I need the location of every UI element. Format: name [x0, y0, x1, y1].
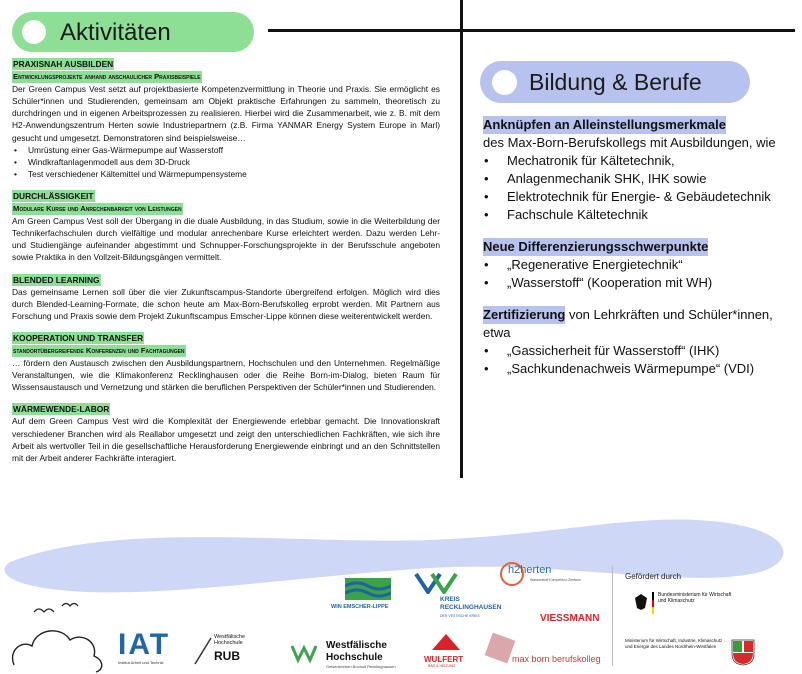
h2herten-logo-text: h2herten — [508, 564, 552, 576]
list-item: • Mechatronik für Kältetechnik, — [483, 152, 783, 170]
block-intro: des Max-Born-Berufskollegs mit Ausbildungen, wie — [483, 135, 776, 150]
section-kooperation — [12, 332, 440, 393]
rub-logo-text: RUB — [214, 649, 240, 663]
eagle-icon — [632, 592, 650, 612]
education-column — [483, 116, 783, 378]
rub-logo — [214, 634, 254, 663]
vertical-divider — [460, 0, 463, 478]
whs-logo-icon — [290, 642, 320, 664]
list-item: • Elektrotechnik für Energie- & Gebäudetechnik — [483, 188, 783, 206]
block-zertifizierung — [483, 306, 783, 378]
iat-logo — [118, 630, 170, 665]
whs-logo-text: Westfälische Hochschule — [326, 640, 387, 663]
section-text: Auf dem Green Campus Vest wird die Komplexität der Energiewende erlebbar gemacht. Die Innovationskraft verschiedener Branchen wird als Reallabor umgesetzt und zeigt den unterschiedlichen Fachkräften, wie sich ihre Arbeit als wertvoller Teil in die gesellschaftliche Herausforderung Energiewende einbringt und an den Schnittstellen mit der Arbeit anderer Fachkräfte interagiert. — [12, 416, 440, 463]
flag-red — [652, 600, 654, 607]
block-title: Neue Differenzierungsschwerpunkte — [483, 239, 709, 254]
activities-title: Aktivitäten — [60, 19, 171, 46]
section-subtitle: Modulare Kurse und Anrechenbarkeit von Leistungen — [12, 203, 183, 215]
list-item: • Umrüstung einer Gas-Wärmepumpe auf Wasserstoff — [12, 144, 440, 156]
header-dot-icon — [22, 20, 46, 44]
iat-logo-subtitle: Institut Arbeit und Technik — [118, 660, 164, 665]
kreis-logo-icon — [414, 572, 460, 594]
section-title: PRAXISNAH AUSBILDEN — [13, 59, 114, 69]
section-title: BLENDED LEARNING — [13, 274, 100, 285]
win-waves-icon — [345, 578, 391, 600]
list-item: • „Wasserstoff“ (Kooperation mit WH) — [483, 274, 783, 292]
rub-logo-top: Westfälische Hochschule — [214, 634, 246, 646]
list-item: • Test verschiedener Kältemittel und Wärmepumpensysteme — [12, 168, 440, 180]
block-title: Zertifizierung — [483, 307, 566, 322]
bundesadler-icon — [632, 592, 650, 612]
wulfert-logo-icon — [428, 630, 464, 654]
h2herten-logo-subtitle: Wasserstoff Kompetenz-Zentrum — [530, 578, 582, 582]
section-waermewende-labor — [12, 403, 440, 463]
section-bullets — [12, 144, 440, 180]
activities-header — [12, 12, 254, 52]
section-blended-learning — [12, 274, 440, 322]
wulfert-logo-text: WULFERT — [424, 655, 464, 664]
section-text: Der Green Campus Vest setzt auf projektbasierte Kompetenzvermittlung in Theorie und Praxis. Sie ermöglicht es Schüler*innen und Studierenden, gemeinsam am Objekt praktische Erfahrungen zu sammeln, theoretisch zu durchdringen und in eigenen Arbeitsprozessen zu realisieren. Hierbei wird die Zusammenarbeit, wie z. B. mit dem H2-Anwendungszentrum Herten sowie Industriepartnern (z.B. Firma YANMAR Energy System Europe in Marl) gesucht und umgesetzt. Demonstratoren sind beispielsweise… — [12, 84, 440, 143]
list-item: • Windkraftanlagenmodell aus dem 3D-Druck — [12, 156, 440, 168]
section-text: Das gemeinsame Lernen soll über die vier Zukunftscampus-Standorte übergreifend erfolgen. Möglich wird dies durch Blended-Learning-Formate, die schon heute am Max-Born-Berufskolleg erprobt werden. Mit Partnern aus Forschung und Praxis sowie dem Projekt Zukunftscampus Emscher-Lippe können diese weiterentwickelt werden. — [12, 286, 440, 321]
list-item: • Anlagenmechanik SHK, IHK sowie — [483, 170, 783, 188]
education-header — [480, 61, 750, 103]
logo-separator — [612, 566, 613, 666]
block-title: Anknüpfen an Alleinstellungsmerkmale — [483, 117, 726, 132]
viessmann-logo: VIESSMANN — [540, 613, 600, 624]
whs-logo — [326, 640, 436, 669]
section-title: KOOPERATION UND TRANSFER — [13, 332, 144, 343]
nrw-ministry-text: Ministerium für Wirtschaft, Industrie, Klimaschutz und Energie des Landes Nordrhein-Westfalen — [625, 638, 723, 649]
section-subtitle: Entwicklungsprojekte anhand anschaulicher Praxisbeispiele — [12, 71, 202, 83]
activities-column — [12, 58, 440, 464]
kreis-logo-subtitle: DER VESTISCHE KREIS — [440, 614, 480, 618]
block-bullets — [483, 256, 783, 292]
wulfert-logo-subtitle: BAD & HEIZUNG — [428, 664, 456, 668]
horizontal-divider — [268, 29, 795, 32]
block-bullets — [483, 342, 783, 378]
list-item: • „Gassicherheit für Wasserstoff“ (IHK) — [483, 342, 783, 360]
list-item: • „Regenerative Energietechnik“ — [483, 256, 783, 274]
win-logo-mark — [345, 578, 391, 600]
section-title: DURCHLÄSSIGKEIT — [13, 190, 94, 201]
list-item: • „Sachkundenachweis Wärmepumpe“ (VDI) — [483, 360, 783, 378]
section-praxisnah — [12, 58, 440, 180]
nrw-crest-icon — [730, 638, 756, 666]
maxborn-logo-text: max born berufskolleg — [512, 654, 601, 664]
section-subtitle: standortübergreifende Konferenzen und Fachtagungen — [12, 345, 186, 357]
block-alleinstellung — [483, 116, 783, 224]
flag-gold — [652, 607, 654, 614]
education-title: Bildung & Berufe — [529, 69, 702, 95]
list-item: • Fachschule Kältetechnik — [483, 206, 783, 224]
kreis-logo-text: KREIS RECKLINGHAUSEN — [440, 596, 502, 611]
block-bullets — [483, 152, 783, 224]
section-title: WÄRMEWENDE-LABOR — [13, 404, 110, 415]
header-dot-icon — [492, 70, 517, 95]
win-logo-text: WIN EMSCHER-LIPPE — [331, 604, 389, 610]
bmwk-logo-text: Bundesministerium für Wirtschaft und Klimaschutz — [658, 592, 732, 604]
rub-slash-icon — [193, 636, 213, 666]
section-text: Am Green Campus Vest soll der Übergang in die duale Ausbildung, in das Studium, sowie in die Weiterbildung der Technikerfachschulen durch vielfältige und modular anrechenbare Kurse erleichtert werden. Dazu werden Lehr- und Studiengänge aufeinander abgestimmt und Schnupper-Forschungsprojekte in der Berufsschule angeboten sowie Praktika in den Vollzeit-Bildungsgängen vermittelt. — [12, 216, 440, 263]
funding-label: Gefördert durch — [625, 572, 682, 581]
iat-logo-text: IAT — [118, 628, 171, 661]
whs-logo-subtitle: Gelsenkirchen Bocholt Recklinghausen — [326, 664, 396, 669]
section-text: … fördern den Austausch zwischen den Ausbildungspartnern, Hochschulen und den Unternehmen. Regelmäßige Veranstaltungen, wie die Klimakonferenz Recklinghausen oder die Reihe Born-im-Dialog, bieten Raum für Wissensaustausch und Vernetzung und stärken die beruflichen Perspektiven der Schüler*innen und Studierenden. — [12, 358, 440, 393]
block-differenzierung — [483, 238, 783, 292]
block-intro: von Lehrkräften und Schüler*innen, etwa — [483, 307, 773, 340]
section-durchlaessigkeit — [12, 190, 440, 264]
